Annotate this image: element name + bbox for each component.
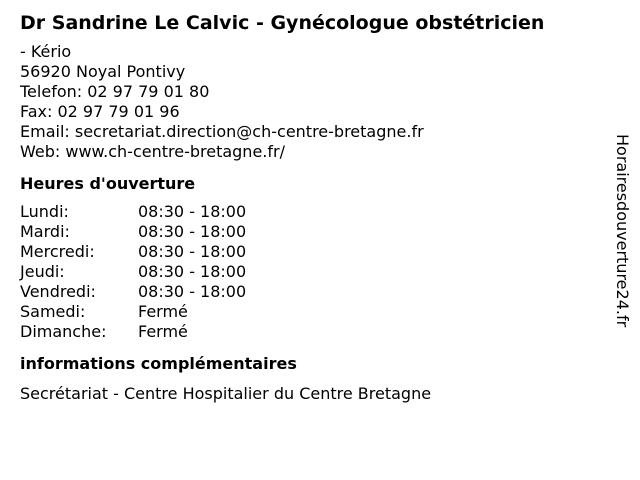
hours-row-sunday	[20, 322, 600, 342]
hours-row-thursday	[20, 262, 600, 282]
day-hours: 08:30 - 18:00	[138, 222, 247, 241]
phone-number: Telefon: 02 97 79 01 80	[20, 82, 210, 101]
web-row	[20, 142, 600, 162]
hours-row-tuesday	[20, 222, 600, 242]
fax-number: Fax: 02 97 79 01 96	[20, 102, 180, 121]
additional-info-heading: informations complémentaires	[20, 354, 297, 373]
day-label: Mardi:	[20, 222, 70, 241]
day-label: Vendredi:	[20, 282, 96, 301]
web-link[interactable]: www.ch-centre-bretagne.fr/	[65, 142, 285, 161]
listing-page	[20, 10, 600, 404]
address-line-1: - Kério	[20, 42, 72, 61]
day-label: Jeudi:	[20, 262, 65, 281]
opening-hours-list	[20, 202, 600, 342]
day-label: Mercredi:	[20, 242, 95, 261]
email-link[interactable]: secretariat.direction@ch-centre-bretagne.fr	[74, 122, 424, 141]
day-hours: 08:30 - 18:00	[138, 282, 247, 301]
day-label: Lundi:	[20, 202, 69, 221]
day-hours: Fermé	[138, 302, 188, 321]
hours-row-monday	[20, 202, 600, 222]
hours-row-friday	[20, 282, 600, 302]
hours-row-saturday	[20, 302, 600, 322]
address-line-2: 56920 Noyal Pontivy	[20, 62, 186, 81]
day-hours: 08:30 - 18:00	[138, 202, 247, 221]
additional-info-text: Secrétariat - Centre Hospitalier du Centre Bretagne	[20, 384, 432, 403]
day-hours: Fermé	[138, 322, 188, 341]
hours-row-wednesday	[20, 242, 600, 262]
web-label: Web:	[20, 142, 66, 161]
day-hours: 08:30 - 18:00	[138, 242, 247, 261]
day-label: Dimanche:	[20, 322, 107, 341]
email-label: Email:	[20, 122, 75, 141]
page-title: Dr Sandrine Le Calvic - Gynécologue obstétricien	[20, 12, 545, 34]
email-row	[20, 122, 600, 142]
day-label: Samedi:	[20, 302, 86, 321]
site-watermark: Horairesdouverture24.fr	[613, 134, 632, 328]
opening-hours-heading: Heures d'ouverture	[20, 174, 196, 193]
day-hours: 08:30 - 18:00	[138, 262, 247, 281]
